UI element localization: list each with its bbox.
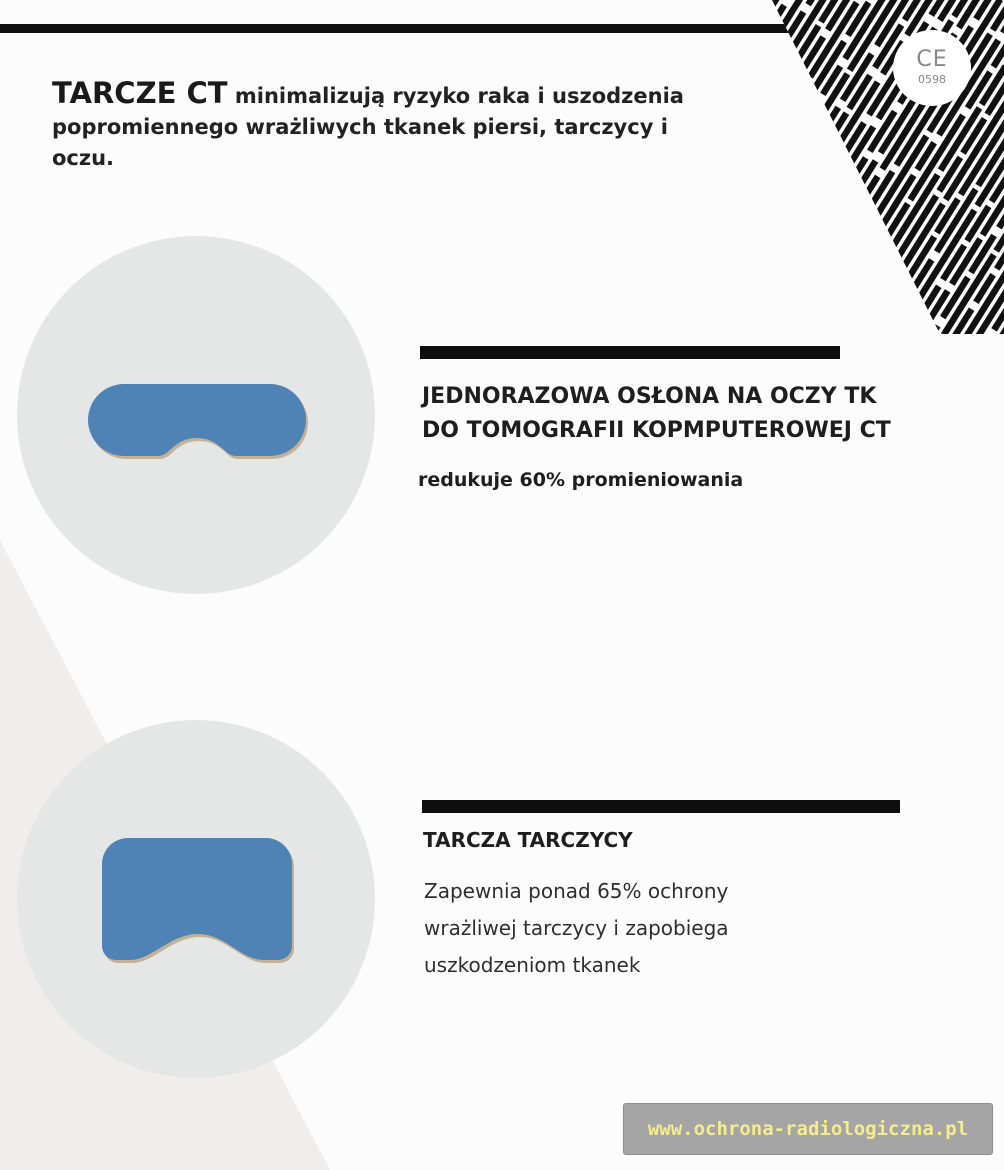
product-1-title-line2: DO TOMOGRAFII KOPMPUTEROWEJ CT	[422, 418, 891, 443]
intro-line3: oczu.	[52, 146, 115, 170]
ce-mark: CE	[916, 47, 948, 72]
product-2-desc-line2: wrażliwej tarczycy i zapobiega	[424, 916, 729, 940]
ce-certification-badge	[893, 30, 971, 106]
product-1-title	[422, 380, 962, 448]
decorative-stripes	[772, 0, 1004, 334]
product-2-bar	[422, 800, 900, 813]
intro-strong: TARCZE CT	[52, 76, 228, 110]
intro-line2: popromiennego wrażliwych tkanek piersi, tarczycy i	[52, 115, 668, 139]
product-2-description	[424, 873, 804, 984]
top-rule	[0, 24, 790, 33]
product-1-subtitle: redukuje 60% promieniowania	[418, 469, 744, 491]
product-2-desc-line1: Zapewnia ponad 65% ochrony	[424, 879, 729, 903]
intro-text	[52, 78, 732, 174]
eye-shield-icon	[86, 382, 308, 460]
thyroid-shield-icon	[100, 836, 296, 966]
product-1-title-line1: JEDNORAZOWA OSŁONA NA OCZY TK	[422, 384, 877, 409]
product-2-title: TARCZA TARCZYCY	[423, 828, 633, 852]
product-1-bar	[420, 346, 840, 359]
intro-line1: minimalizują ryzyko raka i uszodzenia	[227, 84, 684, 108]
ce-number: 0598	[918, 73, 946, 86]
website-url-box[interactable]	[623, 1103, 993, 1155]
website-url[interactable]: www.ochrona-radiologiczna.pl	[647, 1118, 969, 1140]
product-2-desc-line3: uszkodzeniom tkanek	[424, 953, 641, 977]
